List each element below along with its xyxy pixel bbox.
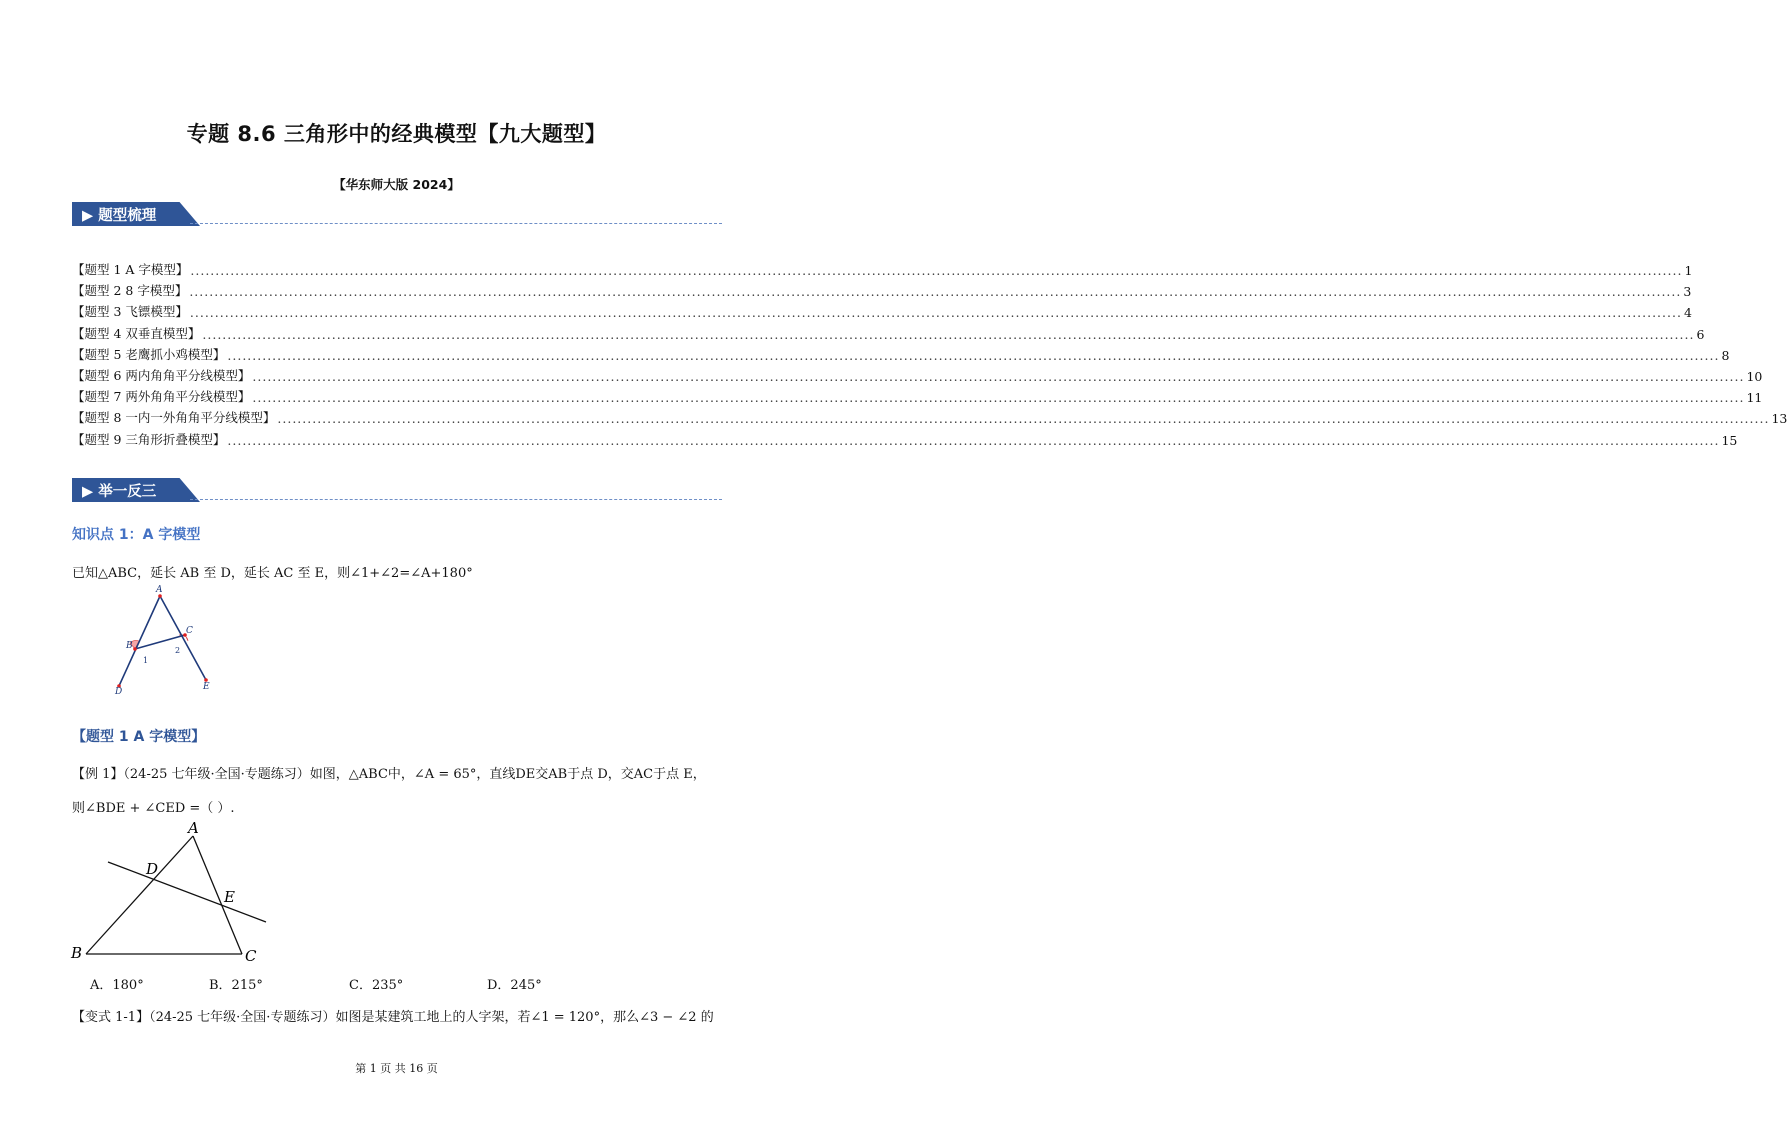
toc-entry-page: 1: [1684, 263, 1693, 278]
side-ab: [86, 836, 193, 954]
toc-entry[interactable]: [72, 299, 1692, 321]
toc-entry-label: 【题型 4 双垂直模型】: [72, 325, 201, 341]
toc-entry-label: 【题型 1 A 字模型】: [72, 262, 189, 277]
toc-leader-dots: ............................................................................................................................................................................................................................................................................................................: [227, 432, 1720, 448]
toc-entry-page: 8: [1721, 347, 1730, 363]
toc-leader-dots: ............................................................................................................................................................................................................................................................................................................: [252, 390, 1745, 406]
toc-entry-label: 【题型 7 两外角角平分线模型】: [72, 389, 251, 405]
label-a: A: [188, 819, 199, 837]
line-de: [108, 862, 266, 922]
page-footer: 第 1 页 共 16 页: [355, 1062, 438, 1075]
toc-leader-dots: ............................................................................................................................................................................................................................................................................................................: [190, 263, 1683, 278]
banner-label: ▶ 举一反三: [82, 484, 157, 500]
toc-entry-label: 【题型 9 三角形折叠模型】: [72, 431, 226, 447]
label-e: E: [203, 682, 210, 692]
toc-entry-label: 【题型 2 8 字模型】: [72, 283, 188, 299]
toc-entry-page: 6: [1696, 326, 1705, 342]
option-d[interactable]: D．245°: [487, 978, 542, 993]
section-banner-examples: [72, 478, 722, 504]
banner-label: ▶ 题型梳理: [82, 208, 157, 224]
option-a[interactable]: A．180°: [90, 978, 144, 993]
toc-entry[interactable]: [72, 342, 1730, 363]
option-c[interactable]: C．235°: [349, 978, 404, 993]
toc-entry[interactable]: [72, 405, 1787, 427]
toc-entry[interactable]: [72, 427, 1738, 448]
toc-entry-page: 4: [1683, 305, 1692, 321]
variant-1-1-text: 【变式 1-1】（24-25 七年级·全国·专题练习）如图是某建筑工地上的人字架，若∠1 = 120°，那么∠3 − ∠2 的: [72, 1010, 714, 1025]
edition-subtitle: 【华东师大版 2024】: [333, 177, 460, 192]
toc-entry-page: 10: [1746, 369, 1763, 384]
segment-ae: [160, 596, 206, 680]
triangle-figure: [66, 818, 276, 966]
toc-leader-dots: ............................................................................................................................................................................................................................................................................................................: [202, 326, 1695, 342]
example-1-text-continued: 则∠BDE + ∠CED =（ ）.: [72, 801, 235, 816]
label-d: D: [146, 860, 159, 878]
toc-entry-label: 【题型 5 老鹰抓小鸡模型】: [72, 346, 226, 362]
toc-leader-dots: ............................................................................................................................................................................................................................................................................................................: [277, 411, 1770, 427]
label-e: E: [224, 888, 235, 906]
toc-entry-page: 3: [1683, 284, 1692, 300]
toc-entry[interactable]: [72, 384, 1763, 406]
banner-dashed-line: [190, 499, 722, 500]
knowledge-statement: 已知△ABC，延长 AB 至 D，延长 AC 至 E，则∠1+∠2=∠A+180°: [72, 566, 473, 581]
point-b: [133, 647, 137, 651]
toc-leader-dots: ............................................................................................................................................................................................................................................................................................................: [189, 305, 1682, 321]
toc-leader-dots: ............................................................................................................................................................................................................................................................................................................: [227, 347, 1720, 363]
toc-entry-page: 15: [1721, 432, 1738, 448]
label-c: C: [245, 947, 257, 965]
knowledge-point-heading: 知识点 1：A 字模型: [72, 527, 201, 543]
question-type-heading: 【题型 1 A 字模型】: [72, 729, 206, 745]
example-1-text: 【例 1】（24-25 七年级·全国·专题练习）如图，△ABC中，∠A = 65°，直线DE交AB于点 D，交AC于点 E，: [72, 767, 706, 782]
toc-entry[interactable]: [72, 321, 1705, 342]
toc-entry[interactable]: [72, 278, 1692, 300]
a-model-figure: [108, 582, 218, 697]
label-angle-1: 1: [143, 656, 149, 665]
document-title: 专题 8.6 三角形中的经典模型【九大题型】: [186, 122, 607, 146]
label-c: C: [186, 626, 193, 636]
banner-dashed-line: [190, 223, 722, 224]
label-a: A: [156, 585, 163, 595]
label-angle-2: 2: [175, 646, 181, 655]
toc-leader-dots: ............................................................................................................................................................................................................................................................................................................: [252, 369, 1745, 384]
label-b: B: [126, 641, 133, 651]
toc-entry[interactable]: [72, 257, 1693, 278]
toc-leader-dots: ............................................................................................................................................................................................................................................................................................................: [189, 284, 1682, 300]
toc-entry[interactable]: [72, 363, 1763, 384]
toc-entry-page: 13: [1771, 411, 1787, 427]
label-b: B: [71, 944, 83, 962]
option-b[interactable]: B．215°: [209, 978, 263, 993]
label-d: D: [115, 687, 123, 697]
section-banner-question-types: [72, 202, 722, 228]
toc-entry-label: 【题型 6 两内角角平分线模型】: [72, 368, 251, 383]
toc-entry-page: 11: [1746, 390, 1763, 406]
toc-entry-label: 【题型 8 一内一外角角平分线模型】: [72, 410, 276, 426]
toc-entry-label: 【题型 3 飞镖模型】: [72, 304, 188, 320]
